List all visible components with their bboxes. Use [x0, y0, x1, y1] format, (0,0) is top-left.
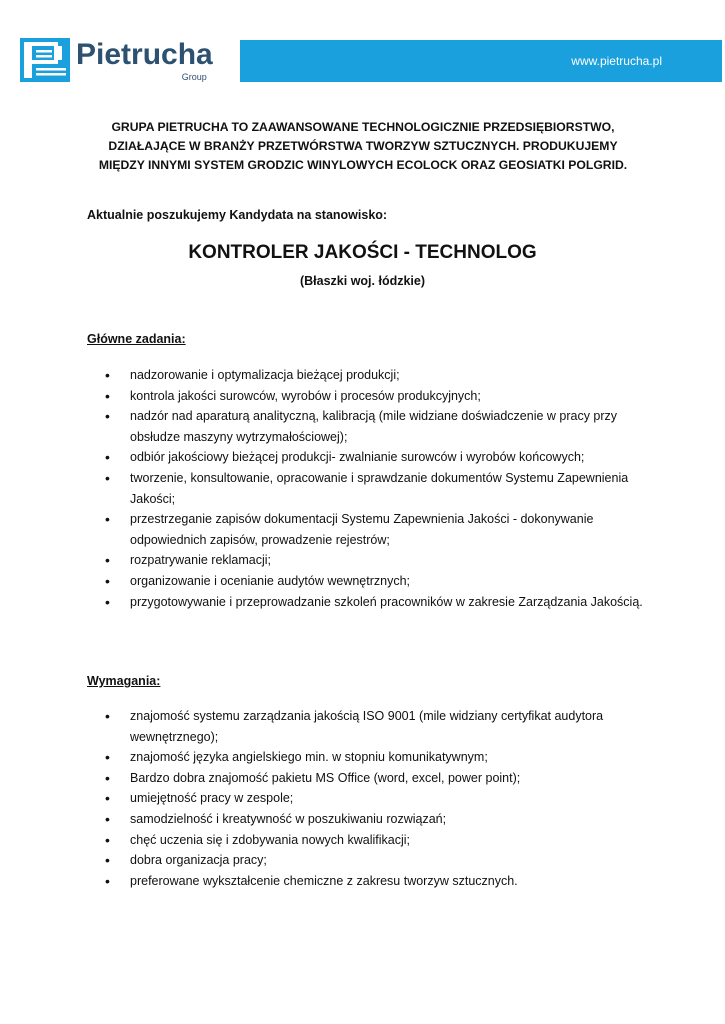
- requirements-heading: Wymagania:: [87, 674, 161, 688]
- job-title: KONTROLER JAKOŚCI - TECHNOLOG: [188, 242, 537, 263]
- tasks-list: [105, 365, 645, 612]
- intro-line: GRUPA PIETRUCHA TO ZAAWANSOWANE TECHNOLOGICZNIE PRZEDSIĘBIORSTWO,: [111, 120, 615, 134]
- list-item: • chęć uczenia się i zdobywania nowych kwalifikacji;: [105, 830, 645, 851]
- list-item: • umiejętność pracy w zespole;: [105, 788, 645, 809]
- list-item: • samodzielność i kreatywność w poszukiwaniu rozwiązań;: [105, 809, 645, 830]
- list-item: • nadzorowanie i optymalizacja bieżącej produkcji;: [105, 365, 645, 386]
- seeking-text: Aktualnie poszukujemy Kandydata na stanowisko:: [87, 208, 388, 222]
- list-item: • przygotowywanie i przeprowadzanie szkoleń pracowników w zakresie Zarządzania Jakością.: [105, 592, 645, 613]
- header-banner: [240, 40, 722, 82]
- list-item: • przestrzeganie zapisów dokumentacji Systemu Zapewnienia Jakości - dokonywanie odpowiednich zapisów, prowadzenie rejestrów;: [105, 509, 645, 550]
- list-item: • odbiór jakościowy bieżącej produkcji- zwalnianie surowców i wyrobów końcowych;: [105, 447, 645, 468]
- intro-line: DZIAŁAJĄCE W BRANŻY PRZETWÓRSTWA TWORZYW SZTUCZNYCH. PRODUKUJEMY: [108, 139, 618, 153]
- page-header: [0, 0, 725, 95]
- company-logo: [20, 38, 213, 82]
- list-item: • Bardzo dobra znajomość pakietu MS Office (word, excel, power point);: [105, 768, 645, 789]
- website-link[interactable]: www.pietrucha.pl: [571, 54, 662, 68]
- company-intro: [90, 118, 636, 175]
- list-item: • organizowanie i ocenianie audytów wewnętrznych;: [105, 571, 645, 592]
- job-location: (Błaszki woj. łódzkie): [299, 274, 426, 288]
- intro-line: MIĘDZY INNYMI SYSTEM GRODZIC WINYLOWYCH ECOLOCK ORAZ GEOSIATKI POLGRID.: [98, 158, 628, 172]
- logo-name: Pietrucha: [76, 38, 213, 71]
- list-item: • rozpatrywanie reklamacji;: [105, 550, 645, 571]
- list-item: • preferowane wykształcenie chemiczne z zakresu tworzyw sztucznych.: [105, 871, 645, 892]
- list-item: • znajomość systemu zarządzania jakością ISO 9001 (mile widziany certyfikat audytora wewnętrznego);: [105, 706, 645, 747]
- list-item: • dobra organizacja pracy;: [105, 850, 645, 871]
- logo-group: Group: [181, 72, 207, 82]
- list-item: • znajomość języka angielskiego min. w stopniu komunikatywnym;: [105, 747, 645, 768]
- tasks-heading: Główne zadania:: [87, 332, 186, 346]
- list-item: • tworzenie, konsultowanie, opracowanie i sprawdzanie dokumentów Systemu Zapewnienia Jakości;: [105, 468, 645, 509]
- requirements-list: [105, 706, 645, 891]
- pietrucha-logo-icon: [20, 38, 70, 82]
- list-item: • kontrola jakości surowców, wyrobów i procesów produkcyjnych;: [105, 386, 645, 407]
- list-item: • nadzór nad aparaturą analityczną, kalibracją (mile widziane doświadczenie w pracy przy obsłudze maszyny wytrzymałościowej);: [105, 406, 645, 447]
